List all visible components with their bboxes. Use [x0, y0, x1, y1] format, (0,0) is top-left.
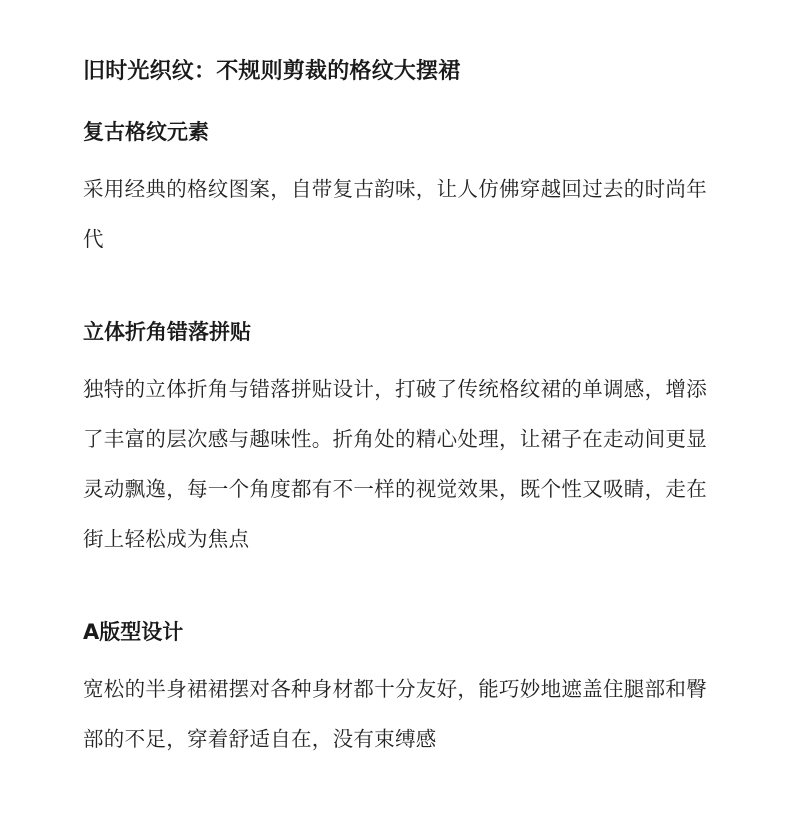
section-heading: 立体折角错落拼贴 [83, 320, 251, 344]
section-folded-patchwork [83, 314, 708, 564]
section-heading: A版型设计 [83, 620, 184, 644]
section-heading: 复古格纹元素 [83, 120, 209, 144]
section-vintage-plaid [83, 114, 708, 264]
section-a-line-design [83, 614, 708, 764]
section-body: 宽松的半身裙裙摆对各种身材都十分友好，能巧妙地遮盖住腿部和臀部的不足，穿着舒适自在，没有束缚感 [83, 677, 707, 751]
section-body: 采用经典的格纹图案，自带复古韵味，让人仿佛穿越回过去的时尚年代 [83, 177, 707, 251]
article-title: 旧时光织纹：不规则剪裁的格纹大摆裙 [83, 59, 461, 84]
section-body: 独特的立体折角与错落拼贴设计，打破了传统格纹裙的单调感，增添了丰富的层次感与趣味性。折角处的精心处理，让裙子在走动间更显灵动飘逸，每一个角度都有不一样的视觉效果，既个性又吸睛，走在街上轻松成为焦点 [83, 377, 707, 551]
